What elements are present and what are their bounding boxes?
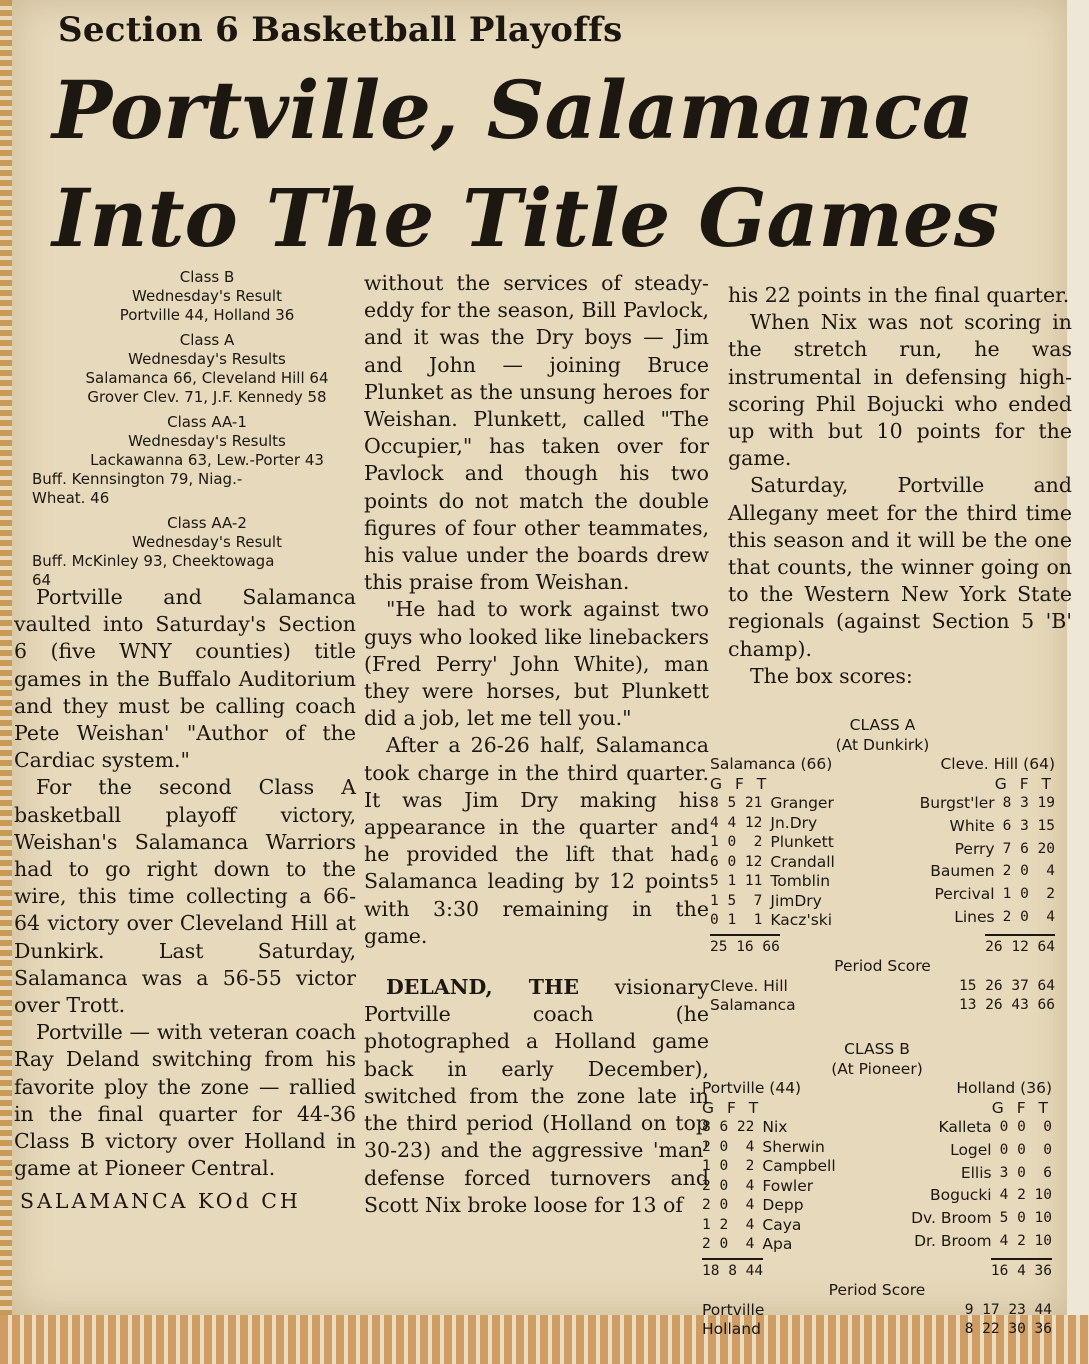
box-gft-header [710, 775, 1055, 795]
period-score [702, 1301, 1052, 1340]
player-name: Percival [934, 885, 995, 903]
player-name: Logel [950, 1140, 992, 1159]
player-stats: 5 0 10 [999, 1210, 1052, 1226]
player-name: Sherwin [762, 1137, 825, 1156]
box-player-lines [702, 1118, 1052, 1255]
player-name: Perry [954, 839, 995, 858]
player-row [920, 817, 1055, 840]
clipping-edge [0, 0, 12, 1364]
player-stats: 2 0 4 [702, 1177, 755, 1194]
player-stats: 4 2 10 [999, 1232, 1052, 1249]
article-paragraph: Saturday, Portville and Allegany meet for the third time this season and it will be the one that counts, the winner going on to the Western New York State regionals (against Section 5 'B' champ). [728, 473, 1072, 661]
results-heading: Wednesday's Result [132, 533, 282, 551]
player-row [920, 862, 1055, 885]
player-name: White [949, 816, 995, 835]
player-stats: 5 1 11 [710, 873, 763, 889]
result-line: Lackawanna 63, Lew.-Porter 43 [90, 451, 324, 469]
result-line: Buff. McKinley 93, Cheektowaga [32, 552, 275, 570]
player-name: Kacz'ski [770, 911, 833, 929]
home-gft: G F T [702, 1098, 763, 1117]
box-team-header [702, 1079, 1052, 1099]
player-row [710, 872, 835, 892]
box-score-class-a [710, 716, 1055, 1016]
player-name: Kalleta [938, 1118, 992, 1136]
player-stats: 8 6 22 [702, 1119, 755, 1135]
player-stats: 0 0 0 [999, 1119, 1052, 1135]
away-gft: G F T [991, 1098, 1052, 1117]
period-values: 8 22 30 36 [964, 1321, 1052, 1337]
player-name: JimDry [770, 891, 822, 910]
player-stats: 0 0 0 [999, 1141, 1052, 1158]
player-name: Dv. Broom [911, 1209, 992, 1227]
player-stats: 1 5 7 [710, 892, 763, 909]
player-name: Nix [762, 1118, 788, 1136]
player-stats: 2 0 4 [702, 1236, 755, 1252]
player-row [710, 911, 835, 931]
article-paragraph: his 22 points in the final quarter. [728, 283, 1070, 307]
results-heading: Wednesday's Results [128, 350, 286, 368]
result-line: Portville 44, Holland 36 [119, 306, 295, 324]
results-class: Class A [179, 331, 235, 349]
player-row [702, 1177, 836, 1197]
away-team: Holland (36) [956, 1079, 1052, 1097]
box-gft-header [702, 1099, 1052, 1119]
player-name: Crandall [770, 852, 835, 871]
player-stats: 8 3 19 [1002, 795, 1055, 811]
player-stats: 1 0 2 [1002, 886, 1055, 902]
away-team: Cleve. Hill (64) [940, 755, 1055, 773]
player-name: Ellis [960, 1163, 992, 1182]
result-line: Grover Clev. 71, J.F. Kennedy 58 [87, 388, 327, 406]
player-name: Apa [762, 1235, 793, 1253]
results-class: Class B [179, 268, 235, 286]
player-stats: 2 0 4 [1002, 908, 1055, 925]
article-column-3 [728, 282, 1072, 690]
home-total: 25 16 66 [710, 934, 780, 958]
player-name: Caya [762, 1215, 802, 1234]
player-stats: 0 1 1 [710, 912, 763, 928]
player-name: Bogucki [930, 1186, 992, 1205]
period-label: Period Score [834, 957, 931, 975]
away-total: 16 4 36 [991, 1258, 1052, 1282]
player-row [911, 1141, 1052, 1164]
player-stats: 1 0 2 [702, 1158, 755, 1174]
player-name: Lines [954, 907, 995, 926]
player-row [920, 908, 1055, 931]
player-row [911, 1209, 1052, 1232]
player-row [710, 814, 835, 834]
home-team: Portville (44) [702, 1079, 802, 1097]
article-paragraph: After a 26-26 half, Salamanca took charge in the third quarter. It was Jim Dry making his appearance in the quarter and he provided the lift that had Salamanca leading by 12 points with 3:30 remaining in the game. [364, 733, 709, 948]
period-team: Cleve. Hill [710, 976, 788, 995]
home-players [710, 794, 835, 931]
player-row [702, 1235, 836, 1255]
result-line: Wheat. 46 [32, 489, 110, 507]
player-name: Fowler [762, 1176, 814, 1195]
results-heading: Wednesday's Results [128, 432, 286, 450]
period-team: Salamanca [710, 996, 796, 1014]
results-summary [32, 268, 382, 590]
player-stats: 2 0 4 [1002, 863, 1055, 880]
result-line: Buff. Kennsington 79, Niag.- [32, 470, 243, 488]
player-row [702, 1196, 836, 1216]
box-site: (At Dunkirk) [835, 735, 930, 754]
article-paragraph: The box scores: [750, 663, 913, 688]
result-line: 64 [32, 571, 52, 589]
result-line: Salamanca 66, Cleveland Hill 64 [85, 369, 329, 387]
player-stats: 1 2 4 [702, 1216, 755, 1233]
player-name: Plunkett [770, 833, 834, 851]
period-team: Portville [702, 1300, 765, 1319]
away-gft: G F T [994, 774, 1055, 793]
home-total: 18 8 44 [702, 1258, 763, 1282]
player-row [710, 892, 835, 912]
period-team: Holland [702, 1320, 761, 1338]
player-stats: 1 0 2 [710, 834, 763, 850]
player-row [920, 794, 1055, 817]
player-name: Jn.Dry [770, 813, 818, 832]
box-player-lines [710, 794, 1055, 931]
player-name: Depp [762, 1196, 804, 1214]
home-gft: G F T [710, 774, 771, 793]
article-paragraph: "He had to work against two guys who looked like linebackers (Fred Perry' John White), man they were horses, but Plunkett did a job, let me tell you." [364, 597, 709, 731]
box-totals [710, 931, 1055, 958]
newspaper-clipping [12, 0, 1072, 1338]
player-row [911, 1164, 1052, 1187]
player-name: Baumen [930, 862, 995, 881]
player-stats: 7 6 20 [1002, 840, 1055, 857]
player-stats: 6 0 12 [710, 853, 763, 870]
player-stats: 2 0 4 [702, 1197, 755, 1213]
player-row [702, 1118, 836, 1138]
box-site: (At Pioneer) [831, 1059, 923, 1078]
player-row [911, 1232, 1052, 1255]
headline-line-1: Portville, Salamanca [52, 63, 974, 157]
subhead-paragraph-text: visionary Portville coach (he photographed a Holland game back in early December), switched from the zone late in the third period (Holland on top 30-23) and the aggressive 'man' defense forced turnovers and Scott Nix broke loose for 13 of [364, 975, 709, 1217]
player-name: Dr. Broom [914, 1231, 992, 1250]
subhead-paragraph [364, 974, 709, 1219]
player-row [920, 840, 1055, 863]
player-stats: 2 0 4 [702, 1138, 755, 1155]
player-name: Burgst'ler [919, 794, 995, 812]
player-name: Tomblin [770, 872, 831, 890]
article-paragraph: Portville — with veteran coach Ray Deland switching from his favorite ploy the zone — rallied in the final quarter for 44-36 Class B victory over Holland in game at Pioneer Central. [14, 1020, 356, 1181]
player-row [710, 853, 835, 873]
box-title: CLASS A [849, 716, 916, 734]
article-paragraph: without the services of steady-eddy for the season, Bill Pavlock, and it was the Dry boys — Jim and John — joining Bruce Plunket as the unsung heroes for Weishan. Plunkett, called "The Occupier," has taken over for Pavlock and though his two points do not match the double figures of four other teammates, his value under the boards drew this praise from Weishan. [364, 271, 709, 595]
home-players [702, 1118, 836, 1255]
player-stats: 4 4 12 [710, 814, 763, 831]
results-class: Class AA-1 [167, 413, 247, 431]
player-row [911, 1186, 1052, 1209]
box-team-header [710, 755, 1055, 775]
home-team: Salamanca (66) [710, 755, 833, 773]
period-label: Period Score [828, 1281, 926, 1299]
period-values: 13 26 43 66 [958, 997, 1055, 1013]
article-column-2 [364, 270, 709, 1219]
box-score-class-b [702, 1040, 1052, 1340]
player-stats: 4 2 10 [999, 1187, 1052, 1204]
player-stats: 6 3 15 [1002, 817, 1055, 834]
results-class: Class AA-2 [167, 514, 247, 532]
player-row [911, 1118, 1052, 1141]
player-name: Granger [770, 794, 834, 812]
player-row [710, 794, 835, 814]
player-row [710, 833, 835, 853]
player-stats: 8 5 21 [710, 795, 763, 811]
period-values: 15 26 37 64 [958, 977, 1055, 994]
article-column-1 [14, 584, 356, 1216]
article-paragraph: Portville and Salamanca vaulted into Saturday's Section 6 (five WNY counties) title games in the Buffalo Auditorium and they must be calling coach Pete Weishan' "Author of the Cardiac system." [14, 585, 356, 773]
away-total: 26 12 64 [985, 934, 1055, 958]
away-players [920, 794, 1055, 931]
player-row [702, 1157, 836, 1177]
box-totals [702, 1255, 1052, 1282]
player-row [702, 1138, 836, 1158]
period-score [710, 977, 1055, 1016]
article-paragraph: For the second Class A basketball playoff victory, Weishan's Salamanca Warriors had to go right down to the wire, this time collecting a 66-64 victory over Cleveland Hill at Dunkirk. Last Saturday, Salamanca was a 56-55 victor over Trott. [14, 775, 356, 1018]
box-title: CLASS B [844, 1040, 910, 1058]
subhead: DELAND, THE [386, 975, 580, 1000]
kicker-headline: Section 6 Basketball Playoffs [58, 10, 623, 50]
player-name: Campbell [762, 1157, 836, 1175]
player-stats: 3 0 6 [999, 1164, 1052, 1181]
section-signoff: SALAMANCA KOd CH [20, 1189, 301, 1214]
article-paragraph: When Nix was not scoring in the stretch run, he was instrumental in defensing high-scoring Phil Bojucki who ended up with but 10 points for the game. [728, 310, 1072, 471]
player-row [920, 885, 1055, 908]
headline-line-2: Into The Title Games [52, 171, 999, 265]
player-row [702, 1216, 836, 1236]
period-values: 9 17 23 44 [964, 1301, 1052, 1318]
away-players [911, 1118, 1052, 1255]
results-heading: Wednesday's Result [132, 287, 282, 305]
